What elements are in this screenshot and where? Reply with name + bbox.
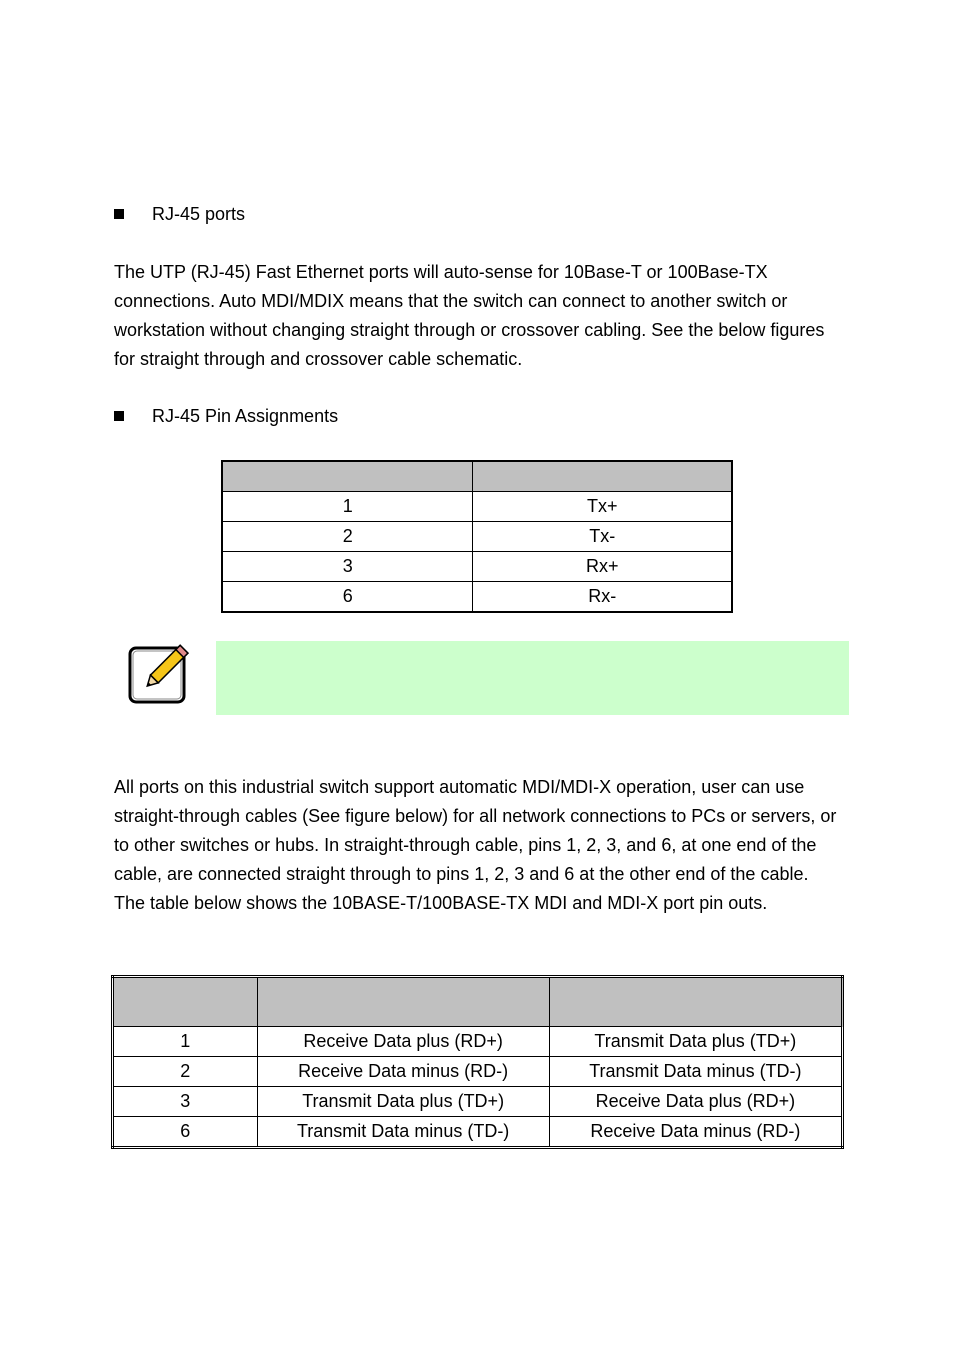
table-row <box>113 1087 843 1117</box>
table-cell: 3 <box>222 552 473 582</box>
table-row <box>113 1057 843 1087</box>
table-cell: Tx- <box>473 522 732 552</box>
table-cell: 6 <box>113 1117 258 1148</box>
pencil-note-icon <box>126 640 196 706</box>
bullet-square-icon <box>114 209 124 219</box>
bullet-text: RJ-45 ports <box>152 204 246 224</box>
table-cell: Transmit Data minus (TD-) <box>257 1117 549 1148</box>
note-box <box>216 641 849 715</box>
table-header-cell <box>473 461 732 492</box>
pin-assignment-table <box>221 460 733 613</box>
table-row <box>222 582 732 613</box>
table-cell: Receive Data minus (RD-) <box>257 1057 549 1087</box>
table-cell: Transmit Data minus (TD-) <box>549 1057 842 1087</box>
table-cell: Transmit Data plus (TD+) <box>549 1027 842 1057</box>
table-row <box>113 1027 843 1057</box>
mdi-description-paragraph: All ports on this industrial switch support automatic MDI/MDI-X operation, user can use straight-through cables (See figure below) for all network connections to PCs or servers, or to other switches or hubs. In straight-through cable, pins 1, 2, 3, and 6, at one end of the cable, are connected straight through to pins 1, 2, 3 and 6 at the other end of the cable. The table below shows the 10BASE-T/100BASE-TX MDI and MDI-X port pin outs. <box>114 777 837 913</box>
table-header-cell <box>257 977 549 1027</box>
table-cell: 2 <box>113 1057 258 1087</box>
mdi-mdix-pinout-table <box>111 975 844 1149</box>
table-row <box>222 492 732 522</box>
table-row <box>222 552 732 582</box>
table-cell: Rx+ <box>473 552 732 582</box>
table-cell: Receive Data plus (RD+) <box>257 1027 549 1057</box>
table-cell: Receive Data minus (RD-) <box>549 1117 842 1148</box>
bullet-rj45-ports <box>114 202 245 226</box>
table-cell: 6 <box>222 582 473 613</box>
table-cell: 1 <box>113 1027 258 1057</box>
table-header-row <box>222 461 732 492</box>
table-header-cell <box>222 461 473 492</box>
table-header-row <box>113 977 843 1027</box>
table-row <box>113 1117 843 1148</box>
table-header-cell <box>549 977 842 1027</box>
table-cell: Tx+ <box>473 492 732 522</box>
table-cell: 2 <box>222 522 473 552</box>
bullet-square-icon <box>114 411 124 421</box>
table-header-cell <box>113 977 258 1027</box>
rj45-description-paragraph: The UTP (RJ-45) Fast Ethernet ports will auto-sense for 10Base-T or 100Base-TX connections. Auto MDI/MDIX means that the switch can connect to another switch or workstation without changing straight through or crossover cabling. See the below figures for straight through and crossover cable schematic. <box>114 262 825 369</box>
table-cell: Rx- <box>473 582 732 613</box>
table-cell: 3 <box>113 1087 258 1117</box>
bullet-text: RJ-45 Pin Assignments <box>152 406 339 426</box>
bullet-rj45-pin-assignments <box>114 404 338 428</box>
table-cell: Receive Data plus (RD+) <box>549 1087 842 1117</box>
table-cell: 1 <box>222 492 473 522</box>
table-cell: Transmit Data plus (TD+) <box>257 1087 549 1117</box>
table-row <box>222 522 732 552</box>
